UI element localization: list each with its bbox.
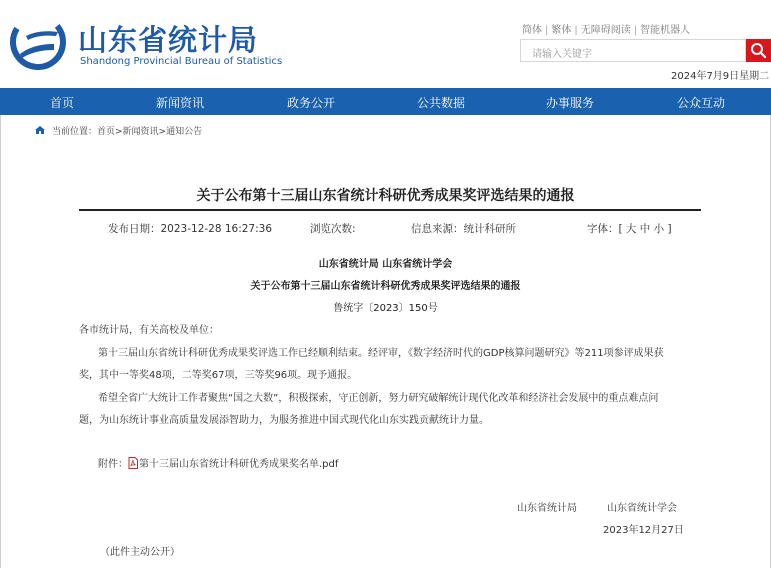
issuers: 山东省统计局 山东省统计学会	[318, 259, 453, 270]
pdf-icon	[128, 457, 138, 469]
info-source: 信息来源：统计科研所	[411, 223, 516, 235]
breadcrumb-text[interactable]: 当前位置：首页>新闻资讯>通知公告	[52, 127, 203, 137]
link-chatbot[interactable]: 智能机器人	[640, 25, 691, 36]
breadcrumb	[36, 124, 202, 137]
current-date: 2024年7月9日星期二	[671, 71, 770, 82]
main-nav	[0, 88, 771, 115]
nav-news[interactable]: 新闻资讯	[156, 96, 205, 110]
attachment-link[interactable]: 第十三届山东省统计科研优秀成果奖名单.pdf	[139, 459, 339, 470]
bureau-logo-icon[interactable]	[8, 14, 68, 70]
search-input[interactable]: 请输入关键字	[520, 39, 746, 62]
sign-date: 2023年12月27日	[603, 525, 684, 536]
home-icon	[34, 125, 46, 135]
search-icon	[746, 39, 771, 62]
signer-bureau: 山东省统计局	[517, 503, 577, 514]
nav-gov-affairs[interactable]: 政务公开	[287, 96, 336, 110]
site-subtitle: Shandong Provincial Bureau of Statistics	[80, 56, 283, 67]
document-title: 关于公布第十三届山东省统计科研优秀成果奖评选结果的通报	[250, 281, 521, 292]
link-simplified[interactable]: 简体	[522, 25, 542, 36]
paragraph-2-line-1: 希望全省广大统计工作者聚焦“国之大数”，积极探索，守正创新，努力研究破解统计现代化改革和经济社会发展中的重点难点问	[98, 393, 659, 404]
attachment	[98, 455, 338, 470]
link-separator: |	[633, 25, 638, 36]
nav-home[interactable]: 首页	[50, 96, 75, 110]
public-note: （此件主动公开）	[100, 547, 180, 558]
attachment-label: 附件：	[98, 459, 128, 470]
link-traditional[interactable]: 繁体	[551, 25, 572, 36]
salutation: 各市统计局，有关高校及单位：	[79, 325, 219, 336]
link-separator: |	[574, 25, 578, 36]
paragraph-2-line-2: 题，为山东统计事业高质量发展添智助力，为服务推进中国式现代化山东实践贡献统计力量。	[79, 415, 489, 426]
view-count: 浏览次数:	[310, 223, 356, 235]
paragraph-1-line-2: 奖，其中一等奖48项，二等奖67项，三等奖96项。现予通报。	[79, 370, 358, 381]
publish-date: 发布日期：2023-12-28 16:27:36	[108, 223, 273, 235]
paragraph-1-line-1: 第十三届山东省统计科研优秀成果奖评选工作已经顺利结束。经评审，《数字经济时代的GDP核算问题研究》等211项参评成果获	[98, 348, 664, 359]
title-divider	[79, 209, 701, 211]
site-title[interactable]: 山东省统计局	[78, 23, 259, 57]
site-header	[0, 0, 771, 88]
search-button[interactable]	[746, 39, 771, 62]
page-left-border	[0, 115, 1, 568]
link-accessibility[interactable]: 无障碍阅读	[580, 25, 631, 36]
top-links	[522, 21, 690, 36]
article-title: 关于公布第十三届山东省统计科研优秀成果奖评选结果的通报	[196, 188, 575, 204]
link-separator: |	[545, 25, 549, 36]
signer-society: 山东省统计学会	[607, 503, 677, 514]
nav-services[interactable]: 办事服务	[546, 96, 595, 110]
font-size-control[interactable]: 字体：[ 大 中 小 ]	[587, 223, 672, 235]
nav-interaction[interactable]: 公众互动	[677, 96, 726, 110]
document-number: 鲁统字〔2023〕150号	[333, 303, 438, 314]
nav-public-data[interactable]: 公共数据	[417, 96, 466, 110]
